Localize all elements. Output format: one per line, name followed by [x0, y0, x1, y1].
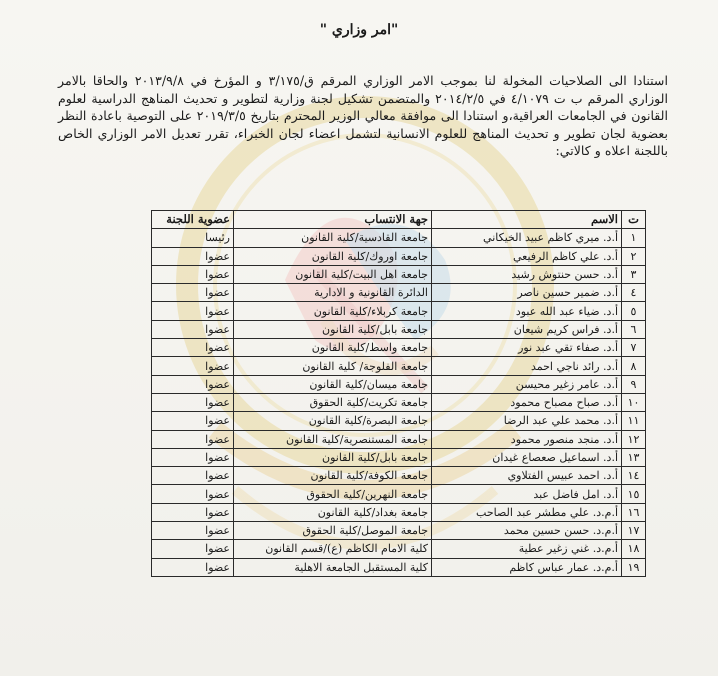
- cell-role: عضوا: [152, 485, 234, 503]
- table-row: [152, 430, 646, 448]
- cell-role: عضوا: [152, 302, 234, 320]
- cell-affiliation: جامعة اوروك/كلية القانون: [234, 247, 432, 265]
- cell-number: ٢: [622, 247, 646, 265]
- cell-name: أ.د. منجد منصور محمود: [432, 430, 622, 448]
- cell-number: ١٩: [622, 558, 646, 576]
- cell-number: ١٨: [622, 540, 646, 558]
- cell-name: أ.د. علي كاظم الرفيعي: [432, 247, 622, 265]
- cell-name: أ.م.د. غني زغير عطية: [432, 540, 622, 558]
- table-row: [152, 265, 646, 283]
- committee-table: [151, 210, 646, 577]
- cell-affiliation: جامعة ميسان/كلية القانون: [234, 375, 432, 393]
- cell-name: أ.د. ضمير حسين ناصر: [432, 284, 622, 302]
- cell-role: عضوا: [152, 357, 234, 375]
- table-row: [152, 503, 646, 521]
- table-row: [152, 412, 646, 430]
- cell-name: أ.د. اسماعيل صعصاع غيدان: [432, 448, 622, 466]
- cell-affiliation: جامعة المستنصرية/كلية القانون: [234, 430, 432, 448]
- cell-name: أ.د. فراس كريم شيعان: [432, 320, 622, 338]
- cell-affiliation: جامعة بابل/كلية القانون: [234, 448, 432, 466]
- body-paragraph: استنادا الى الصلاحيات المخولة لنا بموجب الامر الوزاري المرقم ق/٣/١٧٥ و المؤرخ في ٢٠١٣/٩/٨ والحاقا بالامر الوزاري المرقم ب ت ٤/١٠٧٩ في ٢٠١٤/٢/٥ والمتضمن تشكيل لجنة وزارية لتطوير و تحديث المناهج الدراسية لعلوم القانون في الجامعات العراقية،و استنادا الى موافقة معالي الوزير المحترم بتاريخ ٢٠١٩/٣/٥ على التوصية باعادة النظر بعضوية لجان تطوير و تحديث المناهج للعلوم الانسانية لتشمل اعضاء لجان الخبراء، تقرر تعديل الامر الوزاري الخاص باللجنة اعلاه و كالاتي:: [58, 73, 668, 158]
- cell-number: ١٦: [622, 503, 646, 521]
- table-body: [152, 229, 646, 577]
- table-header-row: [152, 211, 646, 229]
- cell-role: عضوا: [152, 265, 234, 283]
- cell-affiliation: جامعة البصرة/كلية القانون: [234, 412, 432, 430]
- cell-name: أ.د. حسن حنتوش رشيد: [432, 265, 622, 283]
- cell-number: ٨: [622, 357, 646, 375]
- cell-affiliation: جامعة الموصل/كلية الحقوق: [234, 522, 432, 540]
- cell-number: ١١: [622, 412, 646, 430]
- cell-role: عضوا: [152, 375, 234, 393]
- cell-name: أ.د. محمد علي عبد الرضا: [432, 412, 622, 430]
- cell-number: ٩: [622, 375, 646, 393]
- cell-number: ١٣: [622, 448, 646, 466]
- header-number: ت: [622, 211, 646, 229]
- cell-role: عضوا: [152, 430, 234, 448]
- cell-role: عضوا: [152, 558, 234, 576]
- cell-affiliation: جامعة كربلاء/كلية القانون: [234, 302, 432, 320]
- cell-name: أ.د. رائد ناجي احمد: [432, 357, 622, 375]
- cell-number: ٦: [622, 320, 646, 338]
- table-row: [152, 339, 646, 357]
- table-row: [152, 302, 646, 320]
- cell-affiliation: جامعة النهرين/كلية الحقوق: [234, 485, 432, 503]
- table-row: [152, 393, 646, 411]
- cell-role: عضوا: [152, 339, 234, 357]
- cell-affiliation: جامعة الفلوجة/ كلية القانون: [234, 357, 432, 375]
- cell-name: أ.م.د. حسن حسين محمد: [432, 522, 622, 540]
- table-row: [152, 485, 646, 503]
- cell-role: عضوا: [152, 503, 234, 521]
- cell-number: ٤: [622, 284, 646, 302]
- cell-affiliation: الدائرة القانونية و الادارية: [234, 284, 432, 302]
- table-row: [152, 357, 646, 375]
- cell-number: ١٢: [622, 430, 646, 448]
- cell-number: ١٤: [622, 467, 646, 485]
- cell-role: عضوا: [152, 320, 234, 338]
- cell-name: أ.د. ضياء عبد الله عبود: [432, 302, 622, 320]
- document-title: " امر وزاري": [319, 22, 399, 38]
- cell-affiliation: كلية المستقبل الجامعة الاهلية: [234, 558, 432, 576]
- cell-role: عضوا: [152, 393, 234, 411]
- cell-name: أ.د. احمد عبيس الفتلاوي: [432, 467, 622, 485]
- cell-number: ١٠: [622, 393, 646, 411]
- cell-number: ١٧: [622, 522, 646, 540]
- cell-affiliation: جامعة واسط/كلية القانون: [234, 339, 432, 357]
- cell-affiliation: جامعة بغداد/كلية القانون: [234, 503, 432, 521]
- cell-name: أ.د. صفاء تقي عبد نور: [432, 339, 622, 357]
- cell-number: ٧: [622, 339, 646, 357]
- cell-name: أ.د. عامر زغير محيسن: [432, 375, 622, 393]
- table-row: [152, 467, 646, 485]
- cell-role: عضوا: [152, 540, 234, 558]
- header-name: الاسم: [432, 211, 622, 229]
- cell-role: عضوا: [152, 247, 234, 265]
- cell-role: عضوا: [152, 522, 234, 540]
- table-row: [152, 229, 646, 247]
- cell-role: عضوا: [152, 412, 234, 430]
- table-row: [152, 320, 646, 338]
- table-row: [152, 558, 646, 576]
- cell-affiliation: جامعة القادسية/كلية القانون: [234, 229, 432, 247]
- cell-name: أ.م.د. علي مطشر عبد الصاحب: [432, 503, 622, 521]
- cell-number: ١٥: [622, 485, 646, 503]
- cell-role: عضوا: [152, 284, 234, 302]
- cell-number: ٣: [622, 265, 646, 283]
- cell-role: عضوا: [152, 467, 234, 485]
- table-row: [152, 247, 646, 265]
- header-role: عضوية اللجنة: [152, 211, 234, 229]
- header-affiliation: جهة الانتساب: [234, 211, 432, 229]
- cell-number: ٥: [622, 302, 646, 320]
- cell-name: أ.د. صباح مصباح محمود: [432, 393, 622, 411]
- table-row: [152, 522, 646, 540]
- cell-affiliation: جامعة تكريت/كلية الحقوق: [234, 393, 432, 411]
- cell-name: أ.م.د. عمار عباس كاظم: [432, 558, 622, 576]
- cell-name: أ.د. ميري كاظم عبيد الخيكاني: [432, 229, 622, 247]
- table-row: [152, 284, 646, 302]
- table-row: [152, 375, 646, 393]
- cell-role: رئيسا: [152, 229, 234, 247]
- cell-affiliation: جامعة الكوفة/كلية القانون: [234, 467, 432, 485]
- table-row: [152, 448, 646, 466]
- cell-role: عضوا: [152, 448, 234, 466]
- table-row: [152, 540, 646, 558]
- cell-affiliation: كلية الامام الكاظم (ع)/قسم القانون: [234, 540, 432, 558]
- cell-name: أ.د. امل فاضل عبد: [432, 485, 622, 503]
- cell-number: ١: [622, 229, 646, 247]
- cell-affiliation: جامعة اهل البيت/كلية القانون: [234, 265, 432, 283]
- cell-affiliation: جامعة بابل/كلية القانون: [234, 320, 432, 338]
